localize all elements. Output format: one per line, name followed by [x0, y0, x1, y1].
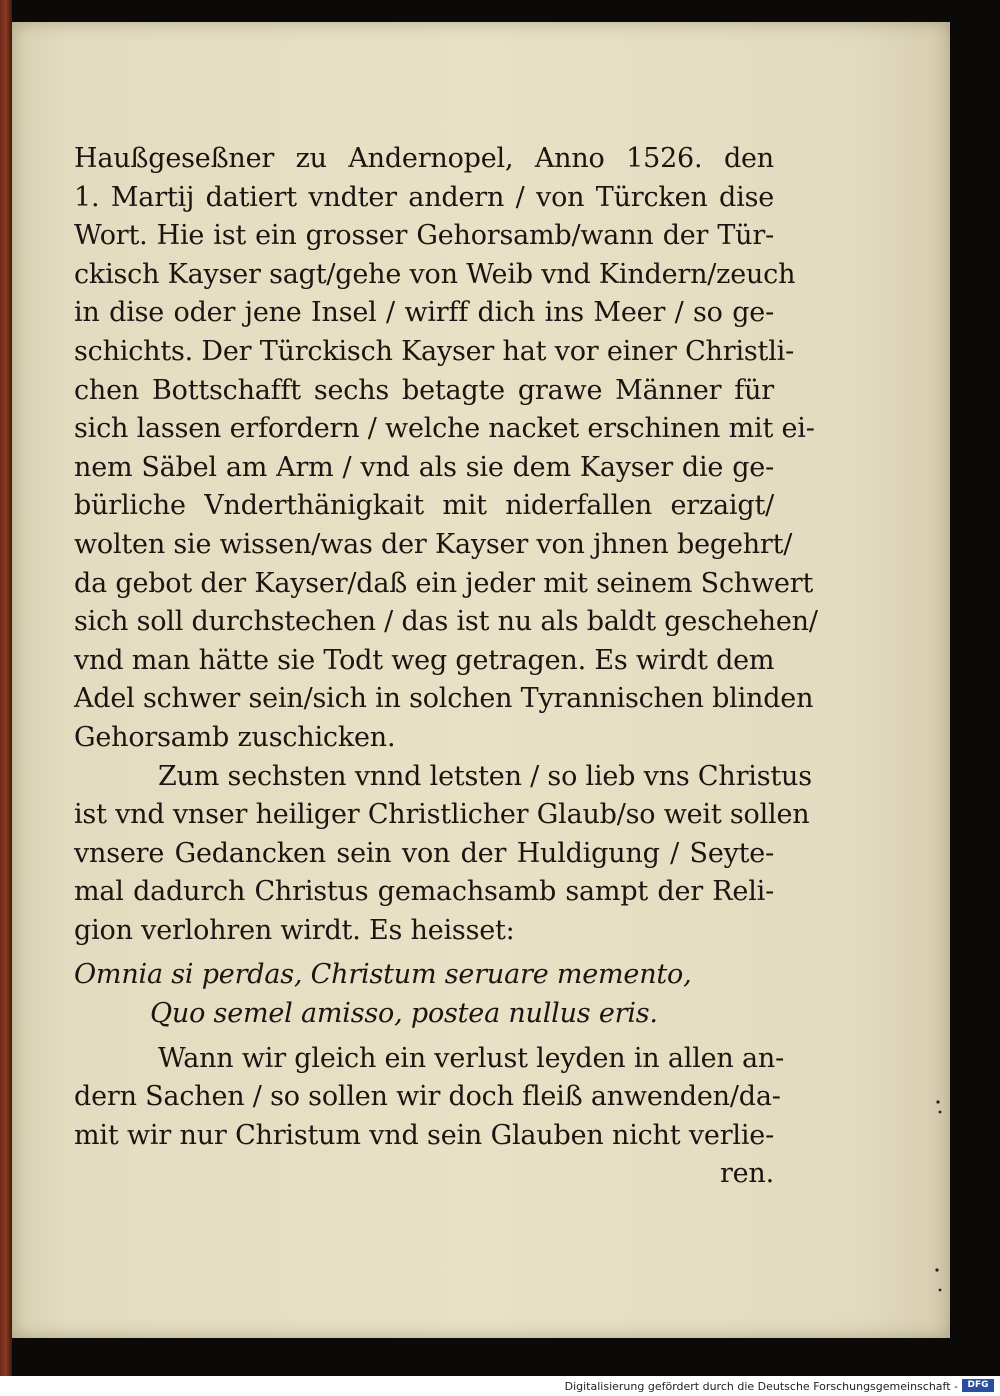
book-page: [12, 22, 950, 1338]
text-line: vnsere Gedancken sein von der Huldigung / Seyte-: [74, 837, 774, 869]
text-line: ren.: [719, 1158, 774, 1190]
text-line: vnd man hätte sie Todt weg getragen. Es wirdt dem: [74, 644, 775, 676]
footer-bar: [0, 1376, 1000, 1396]
text-line: mit wir nur Christum vnd sein Glauben nicht verlie-: [74, 1119, 774, 1151]
text-line: Gehorsamb zuschicken.: [74, 721, 396, 753]
text-line: mal dadurch Christus gemachsamb sampt der Reli-: [74, 876, 774, 908]
text-line: Adel schwer sein/sich in solchen Tyrannischen blinden: [74, 683, 814, 715]
margin-marks: [930, 1090, 950, 1340]
text-line: nem Säbel am Arm / vnd als sie dem Kayser die ge-: [74, 451, 774, 483]
text-line: bürliche Vnderthänigkait mit niderfallen erzaigt/: [74, 490, 774, 522]
text-line: dern Sachen / so sollen wir doch fleiß anwenden/da-: [74, 1081, 781, 1113]
text-line: ist vnd vnser heiliger Christlicher Glaub/so weit sollen: [74, 799, 810, 831]
latin-verse-line: Omnia si perdas, Christum seruare memento,: [74, 959, 692, 991]
text-line: in dise oder jene Insel / wirff dich ins Meer / so ge-: [74, 297, 774, 329]
text-line: wolten sie wissen/was der Kayser von jhnen begehrt/: [74, 528, 793, 560]
text-line: sich lassen erfordern / welche nacket erschinen mit ei-: [74, 413, 815, 445]
text-line: gion verlohren wirdt. Es heisset:: [74, 914, 515, 946]
text-line: Wort. Hie ist ein grosser Gehorsamb/wann der Tür-: [74, 220, 774, 252]
dfg-logo: DFG: [962, 1379, 994, 1392]
text-block: [74, 140, 818, 1194]
funding-credit: Digitalisierung gefördert durch die Deutsche Forschungsgemeinschaft -: [564, 1380, 958, 1393]
text-line: 1. Martij datiert vndter andern / von Türcken dise: [74, 181, 774, 213]
latin-verse-line: Quo semel amisso, postea nullus eris.: [150, 998, 658, 1030]
paragraph-start-line: Zum sechsten vnnd letsten / so lieb vns Christus: [158, 760, 812, 792]
text-line: Haußgeseßner zu Andernopel, Anno 1526. den: [74, 143, 774, 174]
text-line: chen Bottschafft sechs betagte grawe Männer für: [74, 374, 774, 406]
text-line: ckisch Kayser sagt/gehe von Weib vnd Kindern/zeuch: [74, 258, 796, 290]
text-line: schichts. Der Türckisch Kayser hat vor einer Christli-: [74, 335, 794, 367]
paragraph-start-line: Wann wir gleich ein verlust leyden in allen an-: [158, 1042, 784, 1074]
book-edge: [0, 0, 12, 1376]
text-line: sich soll durchstechen / das ist nu als baldt geschehen/: [74, 606, 818, 638]
text-line: da gebot der Kayser/daß ein jeder mit seinem Schwert: [74, 567, 814, 599]
